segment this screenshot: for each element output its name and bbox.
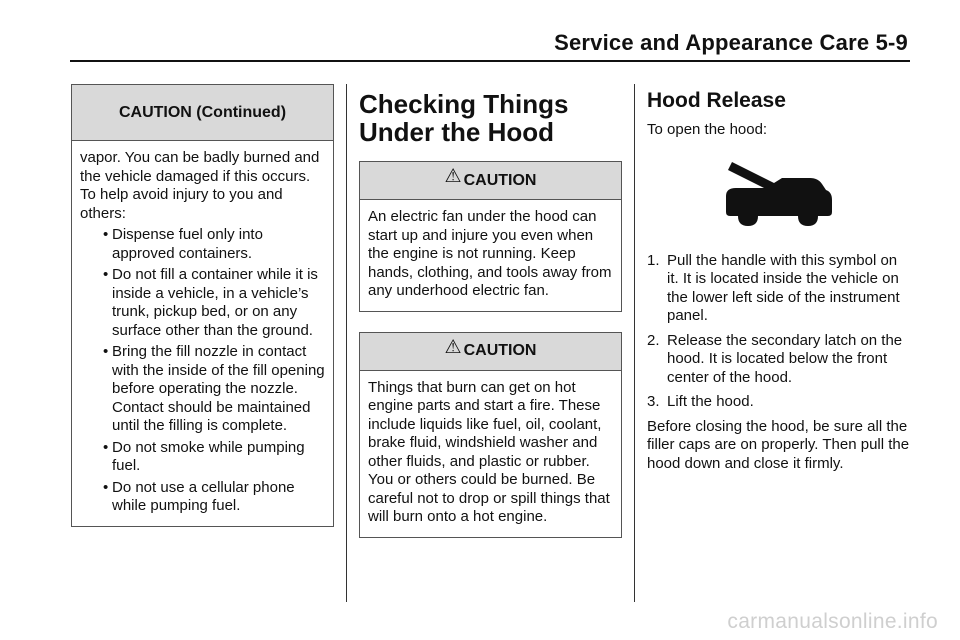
caution-body: An electric fan under the hood can start up and injure you even when the engine is not running. Keep hands, clothing, and tools away from any underhood electric fan. xyxy=(368,208,612,299)
list-item-text: Bring the fill nozzle in contact with the inside of the fill opening before operating the nozzle. Contact should be maintained until the filling is complete. xyxy=(112,343,325,434)
list-item-text: Do not fill a container while it is inside a vehicle, in a vehicle’s trunk, pickup bed, or on any surface other than the ground. xyxy=(112,266,318,339)
bullet-icon: • xyxy=(103,226,109,243)
step-text: Lift the hood. xyxy=(667,393,754,410)
steps-list xyxy=(647,252,911,412)
caution-intro: vapor. You can be badly burned and the vehicle damaged if this occurs. To help avoid injury to you and others: xyxy=(80,149,320,222)
caution-title: CAUTION xyxy=(463,342,537,359)
column-divider xyxy=(346,84,347,602)
step-number: 1. xyxy=(647,251,660,269)
list-item xyxy=(80,343,325,436)
caution-header xyxy=(360,162,621,200)
section-title-hood-release: Hood Release xyxy=(647,89,786,112)
watermark: carmanualsonline.info xyxy=(727,610,938,633)
caution-title: CAUTION (Continued) xyxy=(118,103,287,121)
column-right xyxy=(647,84,911,473)
section-title-line-2: Under the Hood xyxy=(359,117,554,147)
page-header-title: Service and Appearance Care 5-9 xyxy=(554,30,908,55)
bullet-icon: • xyxy=(103,478,109,496)
column-middle xyxy=(359,84,622,538)
hood-release-icon xyxy=(722,160,834,228)
bullet-icon: • xyxy=(103,343,109,360)
column-divider xyxy=(634,84,635,602)
caution-box-continued xyxy=(71,84,334,527)
warning-icon: ⚠ xyxy=(444,336,462,358)
list-item xyxy=(80,226,325,263)
caution-box-fan xyxy=(359,161,622,312)
warning-icon: ⚠ xyxy=(444,166,462,187)
step-number: 3. xyxy=(647,393,660,410)
list-item-text: Do not smoke while pumping fuel. xyxy=(112,438,305,474)
section-title-line-1: Checking Things xyxy=(359,89,569,119)
list-item xyxy=(647,332,911,388)
step-number: 2. xyxy=(647,331,660,349)
hood-intro: To open the hood: xyxy=(647,121,768,138)
list-item xyxy=(647,252,911,326)
caution-body xyxy=(72,141,333,526)
page-header xyxy=(70,28,910,62)
list-item-text: Dispense fuel only into approved containers. xyxy=(112,226,263,262)
section-title xyxy=(359,90,622,146)
list-item xyxy=(647,393,911,412)
caution-body: Things that burn can get on hot engine parts and start a fire. These include liquids like fuel, oil, coolant, brake fluid, windshield washer and other fluids, and plastic or rubber. You or others could be burned. Be careful not to drop or spill things that will burn onto a hot engine. xyxy=(368,378,610,525)
bullet-icon: • xyxy=(103,438,109,456)
closing-paragraph: Before closing the hood, be sure all the filler caps are on properly. Then pull the hood down and close it firmly. xyxy=(647,417,910,472)
step-text: Pull the handle with this symbol on it. It is located inside the vehicle on the lower left side of the instrument panel. xyxy=(667,251,900,324)
list-item xyxy=(80,479,325,516)
caution-title: CAUTION xyxy=(463,171,537,189)
caution-header xyxy=(360,333,621,371)
bullet-icon: • xyxy=(103,266,109,283)
list-item xyxy=(80,439,325,476)
caution-box-fire xyxy=(359,332,622,538)
list-item xyxy=(80,266,325,340)
step-text: Release the secondary latch on the hood. It is located below the front center of the hood. xyxy=(667,331,903,386)
caution-header xyxy=(72,85,333,141)
list-item-text: Do not use a cellular phone while pumping fuel. xyxy=(112,478,295,514)
column-left xyxy=(71,84,334,527)
bullet-list xyxy=(80,226,325,516)
